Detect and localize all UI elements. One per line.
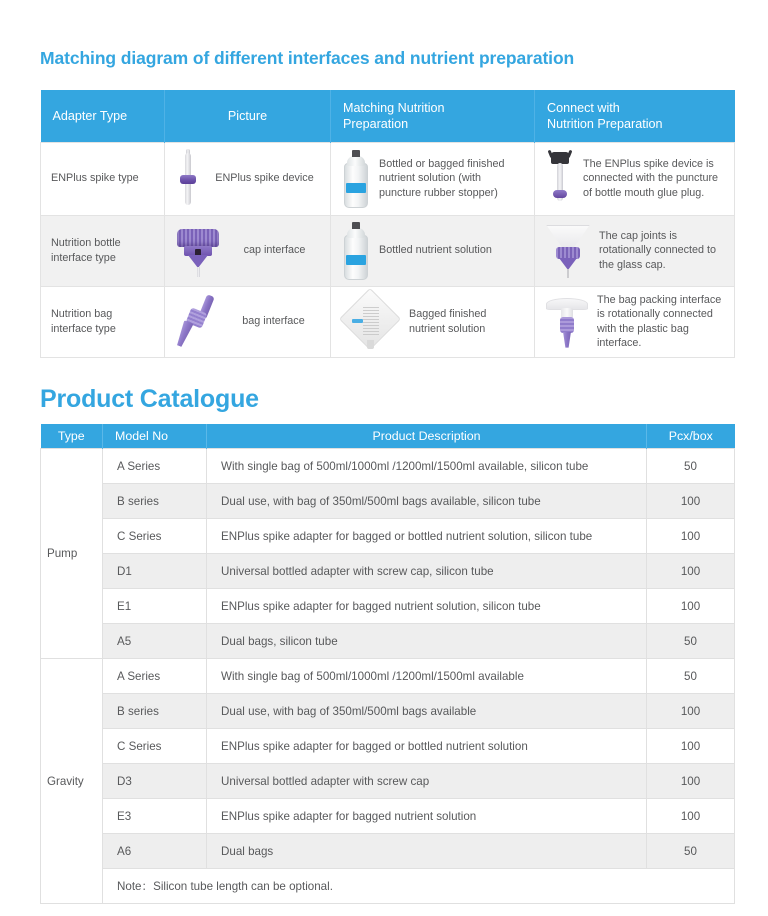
cell-model: B series: [103, 484, 207, 519]
cell-model: C Series: [103, 519, 207, 554]
cell-connect-with-nutrition: [535, 215, 735, 286]
cell-description: ENPlus spike adapter for bagged nutrient solution, silicon tube: [207, 589, 647, 624]
table-header-row: [41, 90, 735, 142]
table-row-note: [41, 869, 735, 904]
matching-text: Bottled or bagged finished nutrient solution (with puncture rubber stopper): [379, 157, 505, 199]
page-title-product-catalogue: Product Catalogue: [40, 384, 259, 413]
table-row: [41, 142, 735, 215]
cell-matching-nutrition: [331, 142, 535, 215]
cell-description: ENPlus spike adapter for bagged nutrient solution: [207, 799, 647, 834]
matching-cell-content: [341, 222, 524, 280]
matching-diagram-table: [40, 90, 735, 358]
bag-interface-icon: [175, 294, 219, 350]
cell-model: A Series: [103, 449, 207, 484]
column-header-type: Type: [41, 424, 103, 449]
cap-connected-to-glass-icon: [545, 223, 591, 279]
table-row: [41, 624, 735, 659]
picture-cell-content: [175, 149, 320, 209]
column-header-line-2: Nutrition Preparation: [547, 116, 663, 131]
cell-qty: 50: [647, 659, 735, 694]
cell-description: Dual use, with bag of 350ml/500ml bags available: [207, 694, 647, 729]
table-row: [41, 764, 735, 799]
cell-description: Dual bags, silicon tube: [207, 624, 647, 659]
cell-connect-with-nutrition: [535, 286, 735, 357]
enplus-spike-device-icon: [175, 149, 201, 209]
matching-text: Bottled nutrient solution: [379, 244, 492, 257]
table-row: [41, 694, 735, 729]
cell-type-pump: Pump: [41, 449, 103, 659]
connect-text: The cap joints is rotationally connected to the glass cap.: [599, 229, 717, 271]
cell-matching-nutrition: [331, 215, 535, 286]
glass-bottle-icon: [341, 222, 371, 280]
cell-qty: 100: [647, 729, 735, 764]
nutrition-bag-icon: [341, 293, 401, 351]
table-row: [41, 519, 735, 554]
column-header-pcx-box: Pcx/box: [647, 424, 735, 449]
glass-bottle-icon: [341, 150, 371, 208]
product-catalogue-table-header: [41, 424, 735, 449]
cell-model: A6: [103, 834, 207, 869]
cell-model: D3: [103, 764, 207, 799]
table-header-row: [41, 424, 735, 449]
connect-text: The bag packing interface is rotationally connected with the plastic bag interface.: [597, 293, 722, 350]
column-header-matching-nutrition-preparation: [331, 90, 535, 142]
cell-model: E1: [103, 589, 207, 624]
cell-qty: 100: [647, 554, 735, 589]
table-row: [41, 799, 735, 834]
table-row: [41, 449, 735, 484]
matching-diagram-table-body: [41, 142, 735, 357]
picture-label: cap interface: [243, 244, 306, 257]
cell-model: D1: [103, 554, 207, 589]
picture-cell-content: [175, 294, 320, 350]
cell-model: B series: [103, 694, 207, 729]
cell-description: With single bag of 500ml/1000ml /1200ml/1500ml available: [207, 659, 647, 694]
cell-model: A Series: [103, 659, 207, 694]
column-header-line-1: Connect with: [547, 100, 620, 115]
cell-matching-nutrition: [331, 286, 535, 357]
cap-interface-icon: [175, 225, 221, 277]
picture-cell-content: [175, 225, 320, 277]
cell-description: With single bag of 500ml/1000ml /1200ml/1500ml available, silicon tube: [207, 449, 647, 484]
page-title-matching-diagram: Matching diagram of different interfaces and nutrient preparation: [40, 48, 575, 68]
cell-description: Dual bags: [207, 834, 647, 869]
column-header-connect-with-nutrition-preparation: [535, 90, 735, 142]
cell-qty: 100: [647, 484, 735, 519]
matching-diagram-table-header: [41, 90, 735, 142]
table-row: [41, 834, 735, 869]
table-row: [41, 659, 735, 694]
column-header-model-no: Model No: [103, 424, 207, 449]
cell-qty: 100: [647, 764, 735, 799]
product-catalogue-table-body: [41, 449, 735, 904]
table-row: [41, 589, 735, 624]
connect-text: The ENPlus spike device is connected with the puncture of bottle mouth glue plug.: [583, 157, 719, 199]
connect-cell-content: [545, 223, 724, 279]
product-catalogue-table: [40, 424, 735, 905]
cell-qty: 100: [647, 589, 735, 624]
matching-text: Bagged finished nutrient solution: [409, 308, 487, 335]
table-row: [41, 729, 735, 764]
cell-description: Universal bottled adapter with screw cap: [207, 764, 647, 799]
cell-adapter-type: ENPlus spike type: [41, 142, 165, 215]
cell-model: E3: [103, 799, 207, 834]
table-row: [41, 554, 735, 589]
cell-description: Universal bottled adapter with screw cap, silicon tube: [207, 554, 647, 589]
matching-cell-content: [341, 150, 524, 208]
spike-connected-to-bottle-icon: [545, 150, 575, 208]
cell-picture: [165, 142, 331, 215]
table-row: [41, 215, 735, 286]
cell-qty: 50: [647, 834, 735, 869]
cell-description: Dual use, with bag of 350ml/500ml bags available, silicon tube: [207, 484, 647, 519]
cell-picture: [165, 215, 331, 286]
cell-description: ENPlus spike adapter for bagged or bottled nutrient solution, silicon tube: [207, 519, 647, 554]
column-header-line-2: Preparation: [343, 116, 409, 131]
matching-cell-content: [341, 293, 524, 351]
connect-cell-content: [545, 293, 724, 351]
cell-model: C Series: [103, 729, 207, 764]
cell-type-gravity: Gravity: [41, 659, 103, 904]
column-header-line-1: Matching Nutrition: [343, 100, 445, 115]
table-row: [41, 286, 735, 357]
cell-adapter-type: Nutrition bag interface type: [41, 286, 165, 357]
cell-adapter-type: Nutrition bottle interface type: [41, 215, 165, 286]
cell-qty: 100: [647, 799, 735, 834]
cell-model: A5: [103, 624, 207, 659]
column-header-picture: Picture: [165, 90, 331, 142]
cell-description: ENPlus spike adapter for bagged or bottled nutrient solution: [207, 729, 647, 764]
connect-cell-content: [545, 150, 724, 208]
column-header-product-description: Product Description: [207, 424, 647, 449]
cell-qty: 100: [647, 519, 735, 554]
cell-qty: 50: [647, 624, 735, 659]
cell-picture: [165, 286, 331, 357]
cell-qty: 100: [647, 694, 735, 729]
table-row: [41, 484, 735, 519]
picture-label: ENPlus spike device: [215, 172, 314, 185]
column-header-adapter-type: Adapter Type: [41, 90, 165, 142]
cell-note: Note：Silicon tube length can be optional.: [103, 869, 735, 904]
picture-label: bag interface: [242, 315, 305, 328]
cell-connect-with-nutrition: [535, 142, 735, 215]
bag-port-connected-icon: [545, 294, 589, 350]
cell-qty: 50: [647, 449, 735, 484]
